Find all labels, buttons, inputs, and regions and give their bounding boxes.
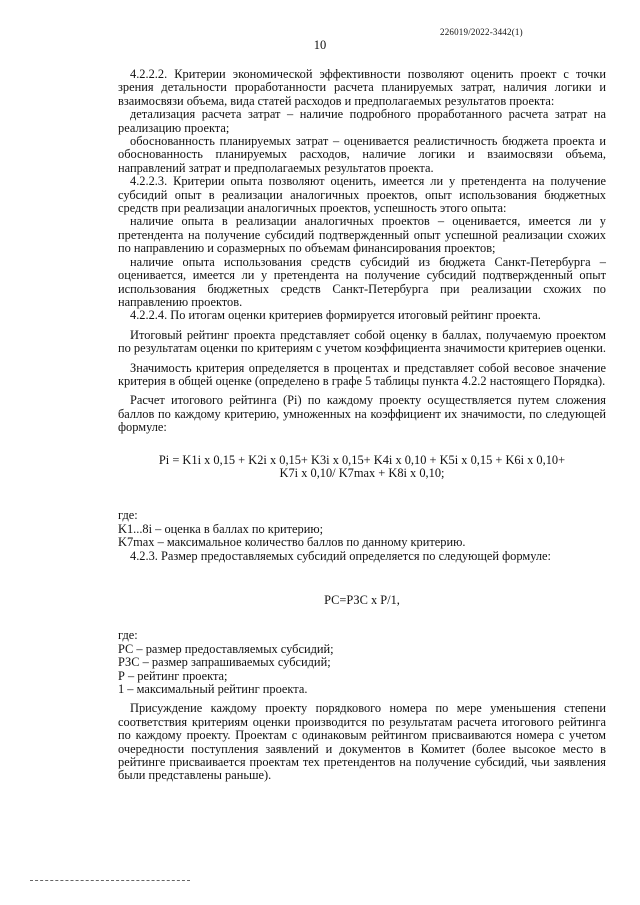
document-id: 226019/2022-3442(1): [440, 27, 523, 37]
paragraph-4-2-3: 4.2.3. Размер предоставляемых субсидий определяется по следующей формуле:: [130, 548, 551, 563]
paragraph-4-2-2-4: 4.2.2.4. По итогам оценки критериев формируется итоговый рейтинг проекта.: [130, 308, 541, 323]
definition-rzs: РЗС – размер запрашиваемых субсидий;: [118, 655, 331, 670]
scan-edge-mark: [30, 880, 190, 881]
paragraph-cost-justification: обоснованность планируемых затрат – оценивается реалистичность бюджета проекта и обоснованность планируемых расходов, наличие логики и взаимосвязи объема, направлений затрат и предполагаемых результатов проекта.: [118, 134, 606, 175]
definition-max: 1 – максимальный рейтинг проекта.: [118, 682, 308, 697]
definition-rs: РС – размер предоставляемых субсидий;: [118, 641, 334, 656]
paragraph-4-2-2-2: 4.2.2.2. Критерии экономической эффективности позволяют оценить проект с точки зрения детальности проработанности расчета планируемых затрат, наличия логики и взаимосвязи объема, вида статей расходов и предполагаемых результатов проекта:: [118, 67, 606, 108]
document-body: [118, 68, 606, 783]
rating-formula-line-2: K7i x 0,10/ K7max + K8i x 0,10;: [279, 465, 445, 480]
where-label-2: где:: [118, 628, 138, 643]
rating-formula: [118, 454, 606, 481]
page-number: 10: [313, 38, 327, 52]
paragraph-ranking: Присуждение каждому проекту порядкового номера по мере уменьшения степени соответствия критериям оценки производится по результатам расчета итогового рейтинга по каждому проекту. Проектам с одинаковым рейтингом присваиваются номера с учетом очередности поступления заявлений и документов в Комитет (более высокое место в рейтинге присваивается проектам тех претендентов на получение субсидий, чьи заявления были представлены раньше).: [118, 701, 606, 783]
paragraph-experience-subsidies: наличие опыта использования средств субсидий из бюджета Санкт-Петербурга – оценивается, имеется ли у претендента на получение субсидий подтвержденный опыт использования бюджетных средств Санкт-Петербурга при реализации схожих по направлению проектов.: [118, 254, 606, 309]
paragraph-final-rating: Итоговый рейтинг проекта представляет собой оценку в баллах, получаемую проектом по результатам оценки по критериям с учетом коэффициента значимости критериев оценки.: [118, 327, 606, 356]
definition-k7max: K7max – максимальное количество баллов по данному критерию.: [118, 535, 466, 550]
definition-k: K1...8i – оценка в баллах по критерию;: [118, 521, 324, 536]
paragraph-cost-detail: детализация расчета затрат – наличие подробного проработанного расчета затрат на реализацию проекта;: [118, 107, 606, 135]
definition-r: Р – рейтинг проекта;: [118, 668, 228, 683]
paragraph-significance: Значимость критерия определяется в процентах и представляет собой весовое значение критерия в общей оценке (определено в графе 5 таблицы пункта 4.2.2 настоящего Порядка).: [118, 360, 606, 388]
subsidy-formula: РС=РЗС x Р/1,: [324, 593, 400, 607]
where-label-1: где:: [118, 508, 138, 523]
paragraph-rating-calc: Расчет итогового рейтинга (Pi) по каждому проекту осуществляется путем сложения баллов по каждому критерию, умноженных на коэффициент их значимости, по следующей формуле:: [118, 393, 606, 435]
rating-formula-line-1: Pi = K1i x 0,15 + K2i x 0,15+ K3i x 0,15+ K4i x 0,10 + K5i x 0,15 + K6i x 0,10+: [158, 452, 566, 467]
paragraph-4-2-2-3: 4.2.2.3. Критерии опыта позволяют оценить, имеется ли у претендента на получение субсидий опыт в реализации аналогичных проектов, опыт использования бюджетных средств при реализации аналогичных проектов, успешность этого опыта:: [118, 174, 606, 216]
paragraph-experience-projects: наличие опыта в реализации аналогичных проектов – оценивается, имеется ли у претендента на получение субсидий подтвержденный опыт успешной реализации схожих по направлению и соразмерных по объемам финансирования проектов;: [118, 214, 606, 256]
